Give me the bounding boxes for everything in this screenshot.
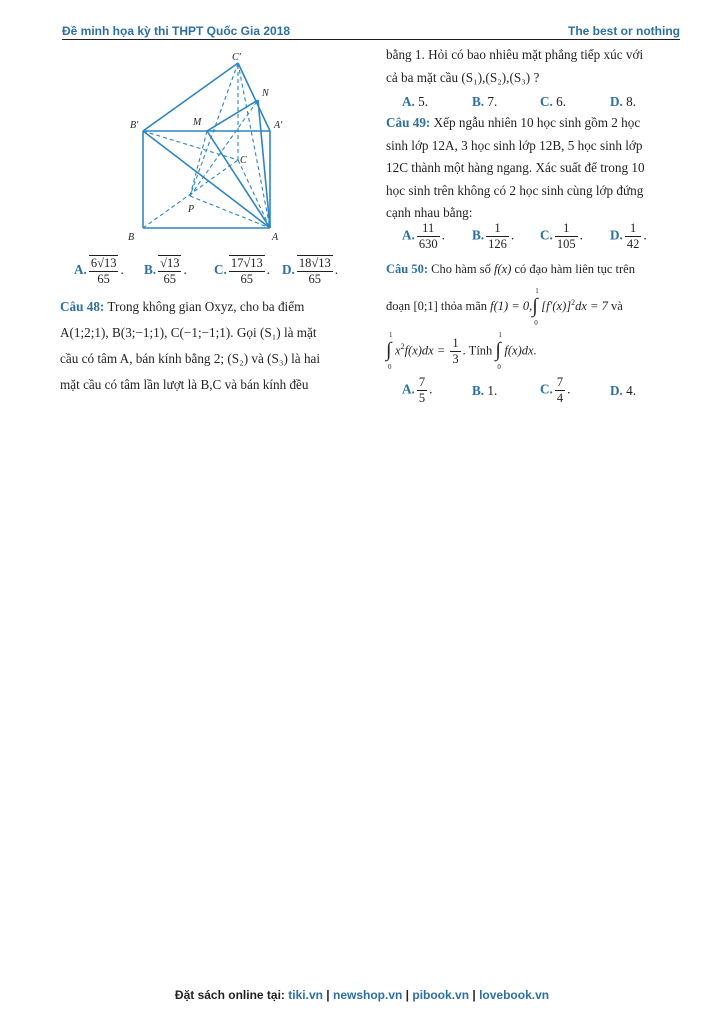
q50-line3: 1 ∫ 0 $x^2f(x)dx$ = $\frac{1}{3}$ . Tính 1 ∫ 0 f(x)dx. [386, 330, 537, 372]
header-rule [62, 39, 680, 40]
q50-options [402, 375, 682, 415]
footer-link-tiki[interactable]: tiki.vn [288, 988, 323, 1002]
q49-option-d[interactable]: D. $\frac{1}{42}$ . [610, 221, 647, 251]
q49-option-b[interactable]: B. $\frac{1}{126}$ . [472, 221, 515, 251]
q47-option-d[interactable]: D. $\frac{18√13}{65}$ . [282, 256, 338, 286]
footer-link-pibook[interactable]: pibook.vn [412, 988, 470, 1002]
q48-option-d[interactable]: D. 8. [610, 94, 637, 109]
integral-sign: 1 ∫ 0 [386, 330, 393, 372]
hidden-edge-B1C [143, 131, 238, 160]
q48-label: Câu 48: [60, 299, 105, 314]
q50-label: Câu 50: [386, 262, 429, 276]
q49-text: Câu 49: Xếp ngẫu nhiên 10 học sinh gồm 2 học sinh lớp 12A, 3 học sinh lớp 12B, 5 học sinh lớp 12C thành một hàng ngang. Xác suất để trong 10 học sinh trên không có 2 học sinh cùng lớp đứng cạnh nhau bằng: [386, 115, 645, 220]
footer-prefix: Đặt sách online tại: [174, 988, 289, 1002]
q50-option-a[interactable]: A. $\frac{7}{5}$ . [402, 375, 433, 405]
q48-option-b[interactable]: B. 7. [472, 94, 498, 109]
q48-text-right: bằng 1. Hỏi có bao nhiêu mặt phẳng tiếp xúc với cả ba mặt cầu (S₁),(S₂),(S₃) ? [386, 47, 644, 85]
page-header [62, 22, 680, 40]
label-B: B [128, 232, 135, 243]
q48-text-left: Câu 48: Trong không gian Oxyz, cho ba điểm A(1;2;1), B(3;−1;1), C(−1;−1;1). Gọi (S₁) là mặt cầu có tâm A, bán kính bằng 2; (S₂) và (S₃) là hai mặt cầu có tâm lần lượt là B,C và bán kính đều [60, 299, 321, 392]
q48-options [402, 94, 682, 114]
hidden-edge-MP [190, 131, 207, 196]
q50-line2: đoạn [0;1] thỏa mãn f(1) = 0, 1 ∫ 0 $[f'(x)]^2dx = 7$ và [386, 286, 623, 328]
q49-option-c[interactable]: C. $\frac{1}{105}$ . [540, 221, 583, 251]
footer-link-lovebook[interactable]: lovebook.vn [479, 988, 550, 1002]
hidden-edge-PA [190, 196, 270, 228]
hidden-edge-C1P [190, 63, 238, 196]
label-M: M [193, 117, 202, 128]
q49-label: Câu 49: [386, 115, 431, 130]
q48-option-c[interactable]: C. 6. [540, 94, 567, 109]
header-title: Đề minh họa kỳ thi THPT Quốc Gia 2018 [62, 24, 291, 38]
integral-sign: 1 ∫ 0 [532, 286, 539, 328]
q48-option-a[interactable]: A. 5. [402, 94, 429, 109]
q47-options [74, 255, 364, 295]
label-A1: A' [274, 120, 283, 131]
q50-option-b[interactable]: B. 1. [472, 383, 498, 398]
label-A: A [272, 232, 279, 243]
q47-option-b[interactable]: B. $\frac{√13}{65}$ . [144, 256, 187, 286]
q49-options [402, 221, 682, 261]
label-B1: B' [130, 120, 139, 131]
header-slogan: The best or nothing [568, 24, 680, 38]
integral-sign: 1 ∫ 0 [495, 330, 502, 372]
label-P: P [188, 204, 195, 215]
prism-figure [120, 48, 320, 248]
edge-B1A [143, 131, 270, 228]
q47-option-a[interactable]: A. $\frac{6√13}{65}$ . [74, 256, 124, 286]
label-N: N [262, 88, 269, 99]
q50-option-d[interactable]: D. 4. [610, 383, 637, 398]
label-C1: C' [232, 52, 241, 63]
footer-link-newshop[interactable]: newshop.vn [332, 988, 403, 1002]
q47-option-c[interactable]: C. $\frac{17√13}{65}$ . [214, 256, 270, 286]
page-footer: Đặt sách online tại: tiki.vn | newshop.vn | pibook.vn | lovebook.vn [174, 988, 550, 1002]
label-C: C [240, 155, 247, 166]
q50-line1: Câu 50: Cho hàm số f(x) có đạo hàm liên tục trên [386, 262, 635, 276]
q50-option-c[interactable]: C. $\frac{7}{4}$ . [540, 375, 571, 405]
q49-option-a[interactable]: A. $\frac{11}{630}$ . [402, 221, 445, 251]
